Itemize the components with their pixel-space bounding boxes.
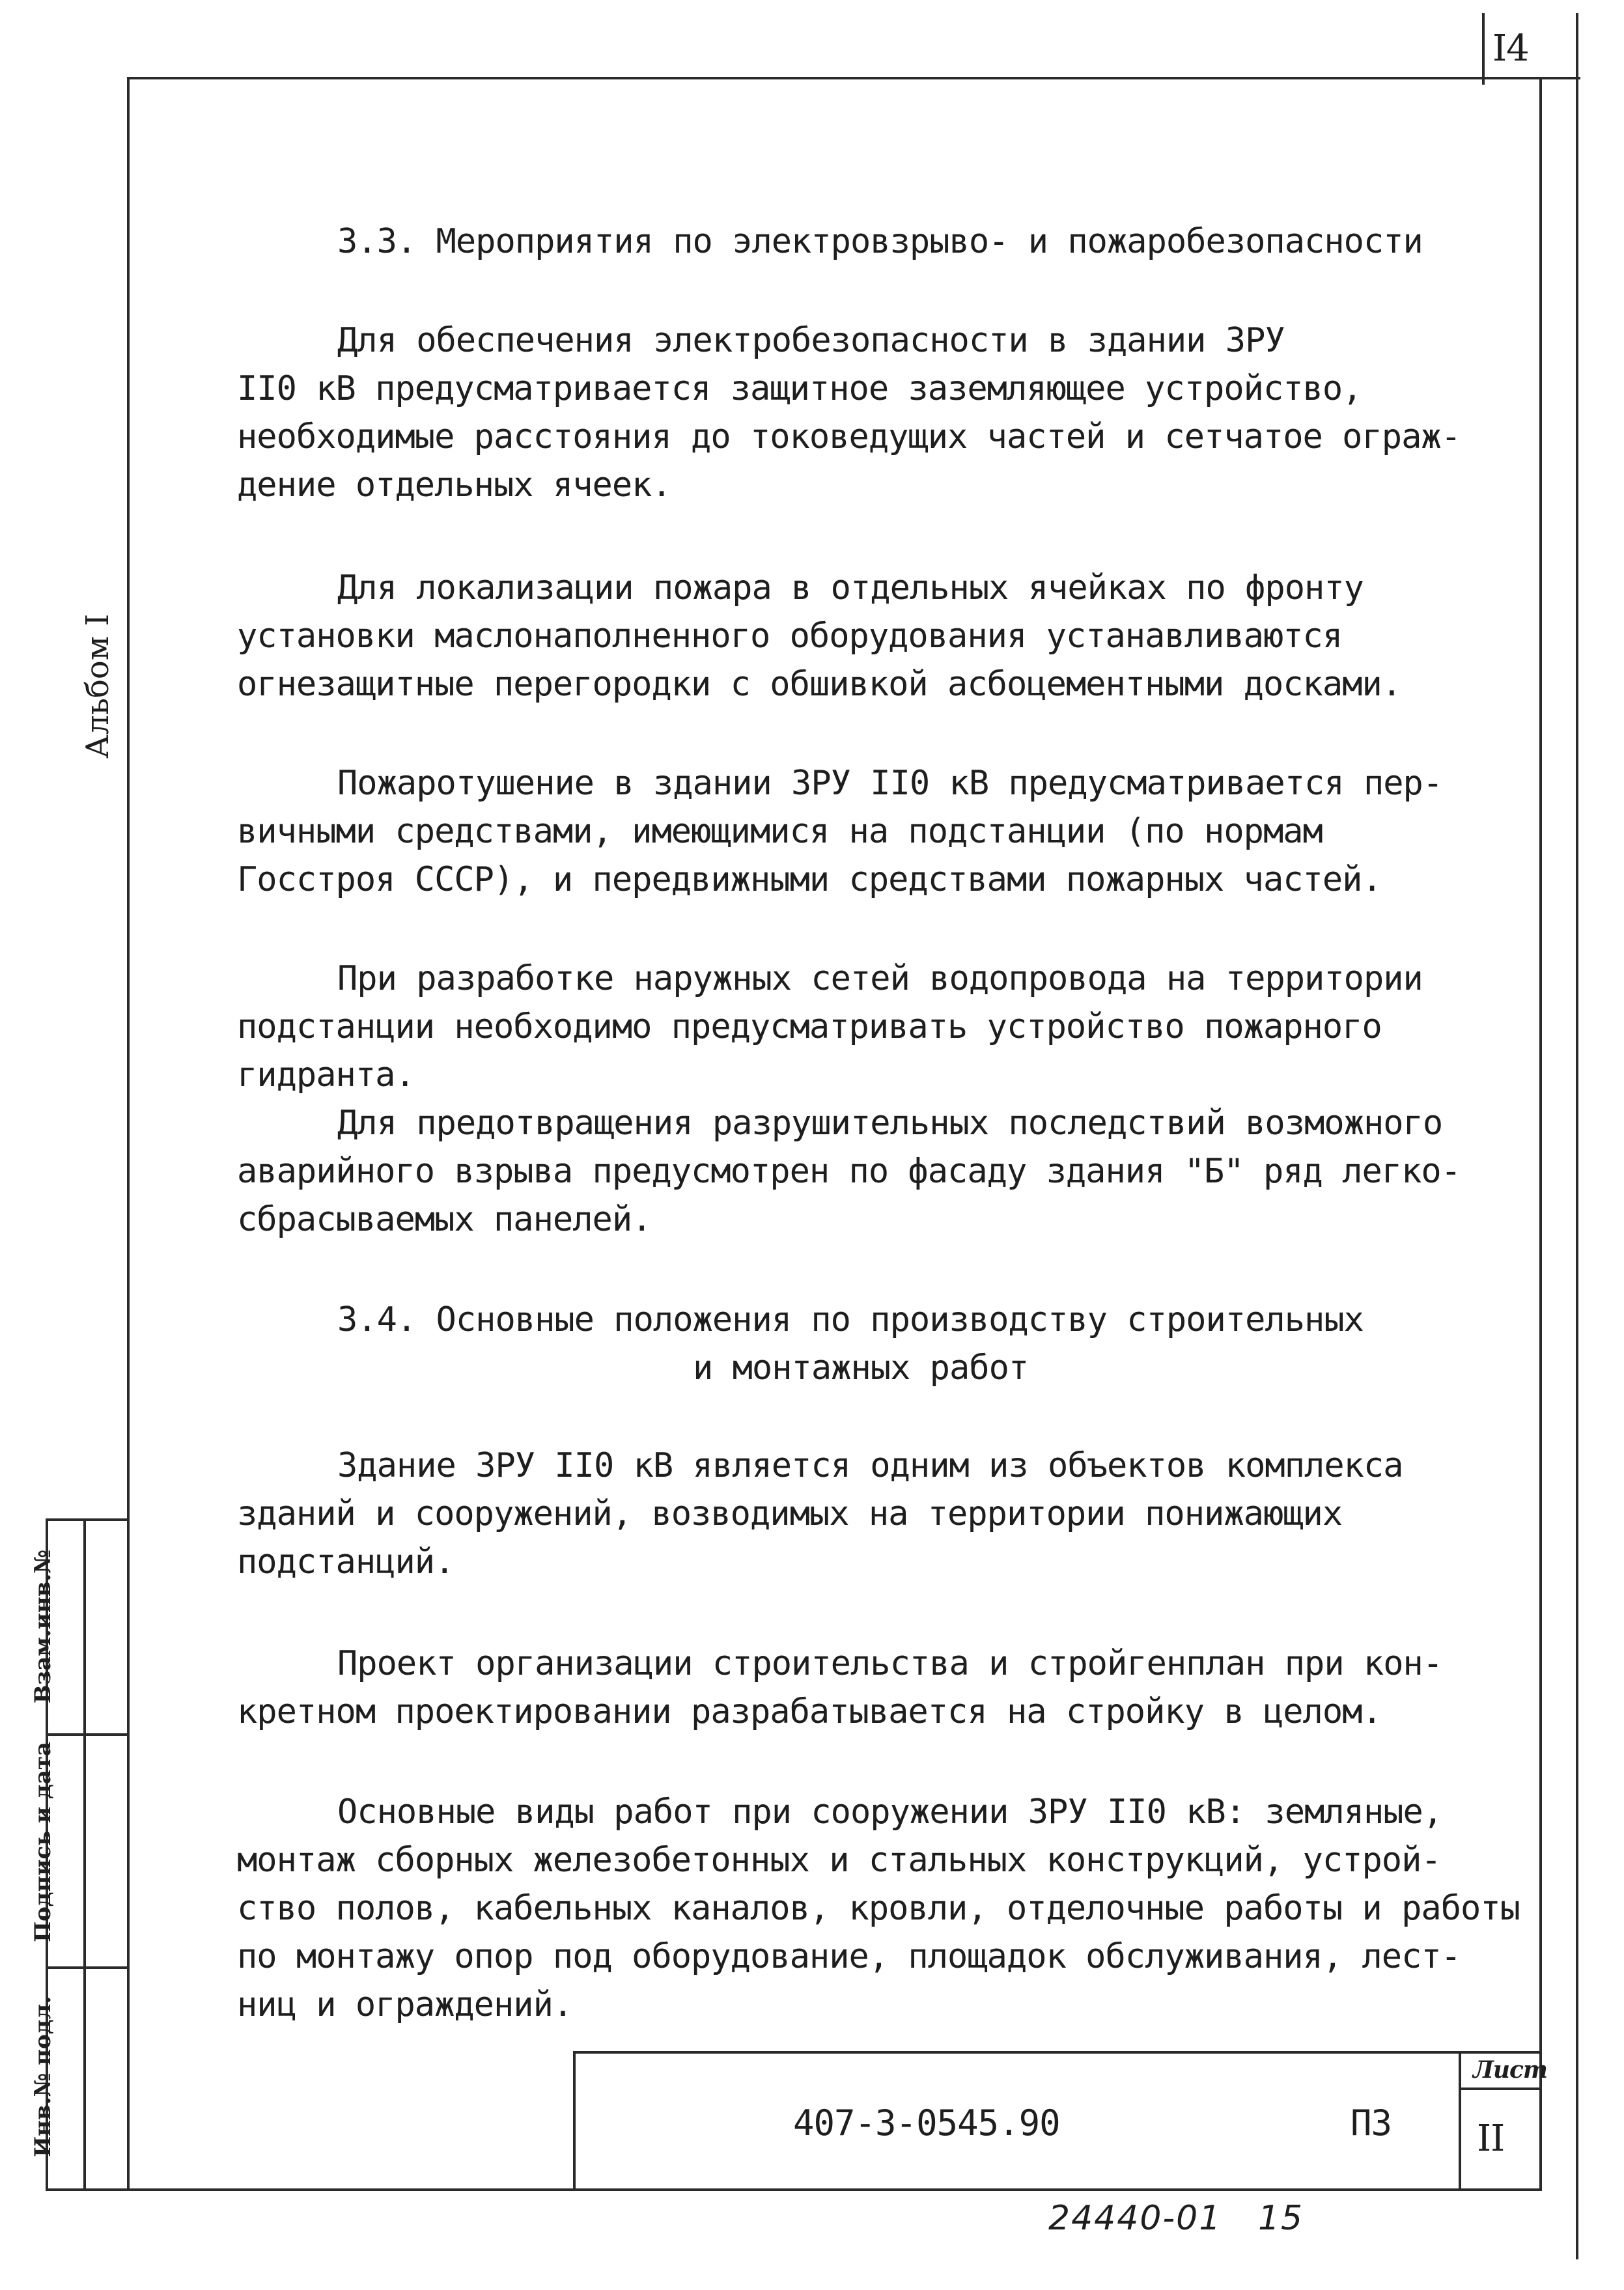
paragraph-line: Госстроя СССР), и передвижными средствами пожарных частей. <box>237 860 1382 899</box>
paragraph-line: кретном проектировании разрабатывается на стройку в целом. <box>237 1692 1382 1731</box>
paragraph-line: подстанции необходимо предусматривать устройство пожарного <box>237 1007 1382 1046</box>
paragraph-line: Проект организации строительства и стройгенплан при кон- <box>337 1644 1443 1683</box>
paragraph-line: Для локализации пожара в отдельных ячейках по фронту <box>337 568 1364 607</box>
paragraph-line: Здание ЗРУ II0 кВ является одним из объектов комплекса <box>337 1446 1403 1485</box>
paragraph-line: необходимые расстояния до токоведущих частей и сетчатое ограж- <box>237 417 1461 456</box>
paragraph-line: вичными средствами, имеющимися на подстанции (по нормам <box>237 812 1323 851</box>
album-label: Альбом I <box>79 613 116 759</box>
paragraph-line: монтаж сборных железобетонных и стальных конструкций, устрой- <box>237 1841 1441 1880</box>
handwritten-number: 24440-01 15 <box>1048 2199 1304 2238</box>
document-type: ПЗ <box>1351 2102 1392 2143</box>
stamp-vzam-inv: Взам.инв.№ <box>30 1549 56 1704</box>
paragraph-line: по монтажу опор под оборудование, площадок обслуживания, лест- <box>237 1937 1461 1976</box>
title-block-top-border <box>573 2051 1542 2054</box>
paragraph-line: Пожаротушение в здании ЗРУ II0 кВ предусматривается пер- <box>337 764 1443 803</box>
paragraph-line: гидранта. <box>237 1055 415 1095</box>
paragraph-line: Основные виды работ при сооружении ЗРУ II0 кВ: земляные, <box>337 1793 1443 1832</box>
sheet-label: Лист <box>1473 2056 1548 2084</box>
paragraph-line: Для обеспечения электробезопасности в здании ЗРУ <box>337 321 1285 360</box>
paragraph-line: II0 кВ предусматривается защитное заземляющее устройство, <box>237 369 1362 408</box>
document-code: 407-3-0545.90 <box>793 2102 1060 2143</box>
stamp-podpis-data: Подпись и дата <box>30 1741 56 1942</box>
paragraph-line: зданий и сооружений, возводимых на территории понижающих <box>237 1494 1343 1533</box>
paragraph-line: ство полов, кабельных каналов, кровли, отделочные работы и работы <box>237 1889 1520 1928</box>
section-heading-3-3: 3.3. Мероприятия по электровзрыво- и пожаробезопасности <box>337 222 1423 261</box>
stamp-inv-podl: Инв.№ подл. <box>30 1996 56 2157</box>
paragraph-line: дение отдельных ячеек. <box>237 466 671 505</box>
paragraph-line: ниц и ограждений. <box>237 1985 573 2024</box>
paragraph-line: подстанций. <box>237 1543 455 1582</box>
sheet-number: II <box>1477 2117 1505 2160</box>
paragraph-line: сбрасываемых панелей. <box>237 1200 652 1239</box>
section-heading-3-4-cont: и монтажных работ <box>693 1348 1029 1388</box>
sheet-corner-number: I4 <box>1492 27 1529 70</box>
section-heading-3-4: 3.4. Основные положения по производству строительных <box>337 1300 1364 1339</box>
paragraph-line: огнезащитные перегородки с обшивкой асбоцементными досками. <box>237 665 1402 704</box>
paragraph-line: установки маслонаполненного оборудования устанавливаются <box>237 617 1343 656</box>
paragraph-line: При разработке наружных сетей водопровода на территории <box>337 959 1423 998</box>
paragraph-line: Для предотвращения разрушительных последствий возможного <box>337 1104 1443 1143</box>
paragraph-line: аварийного взрыва предусмотрен по фасаду здания "Б" ряд легко- <box>237 1152 1461 1191</box>
